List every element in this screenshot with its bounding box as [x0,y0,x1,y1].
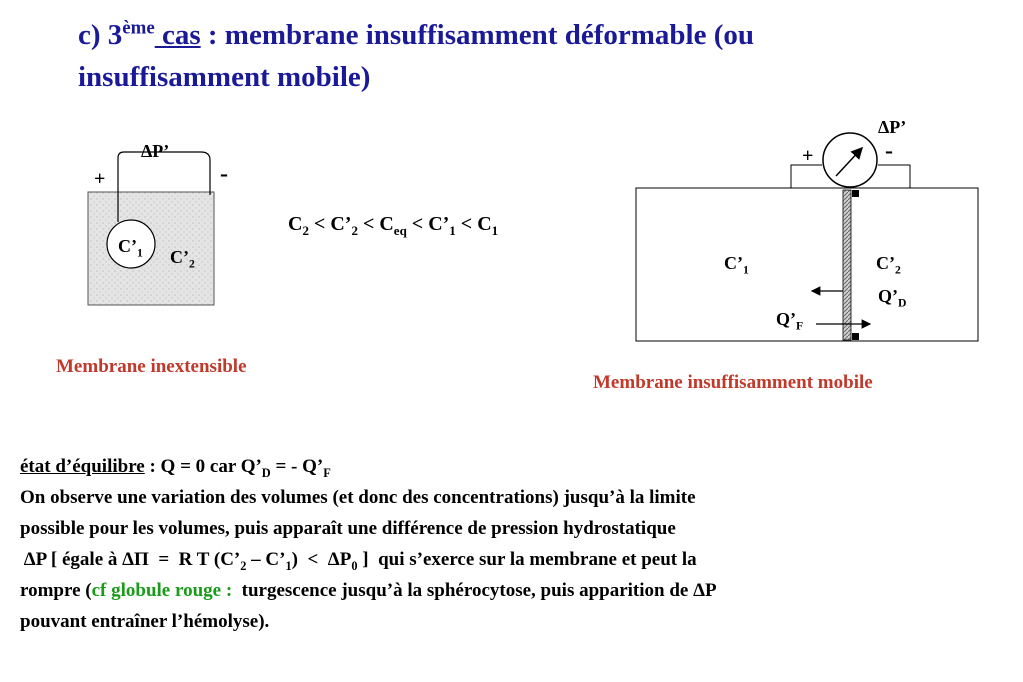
left-caption: Membrane inextensible [56,356,247,377]
right-qf-label: $Q’_F$ [776,309,804,333]
left-dp-label: ΔP’ [141,141,170,161]
right-c2-label: $C’_2$ [876,253,901,277]
right-minus-sign: - [885,138,893,164]
left-c1-label: $C’_1$ [118,236,143,260]
left-minus-sign: - [220,161,228,187]
slide-title: c) 3ème cas : membrane insuffisamment déformable (ou insuffisamment mobile) [78,17,754,93]
para-line-4: ΔP [ égale à ΔΠ = R T ($C’_2$ – $C’_1) < \Delta P_0$ ] qui s’exerce sur la membrane et peut la [20,549,697,573]
membrane-bottom-handle [852,333,859,340]
membrane-top-handle [852,190,859,197]
right-qd-label: $Q’_D$ [878,286,907,310]
right-caption: Membrane insuffisamment mobile [593,372,873,393]
concentration-inequality: $C_2$ < $C’_2 < C_{eq}$ < $C’_1 < C_1$ [288,213,499,238]
explanation-paragraph [20,451,1010,637]
left-c2-label: $C’_2$ [170,247,195,271]
para-line-2: On observe une variation des volumes (et donc des concentrations) jusqu’à la limite [20,487,696,508]
right-plus-sign: + [802,145,814,167]
right-wire-right [878,165,910,188]
para-line-3: possible pour les volumes, puis apparaît une différence de pression hydrostatique [20,518,676,539]
right-dp-label: ΔP’ [878,117,907,137]
right-wire-left [791,165,822,188]
para-line-6: pouvant entraîner l’hémolyse). [20,611,270,632]
para-line-5: rompre (cf globule rouge : turgescence jusqu’à la sphérocytose, puis apparition de ΔP [20,580,717,601]
right-membrane [843,190,851,340]
right-container [636,188,978,341]
left-plus-sign: + [94,168,106,190]
para-line-1: état d’équilibre : Q = 0 car $Q’_D$ = - $Q’_F$ [20,456,331,480]
right-c1-label: $C’_1$ [724,253,749,277]
